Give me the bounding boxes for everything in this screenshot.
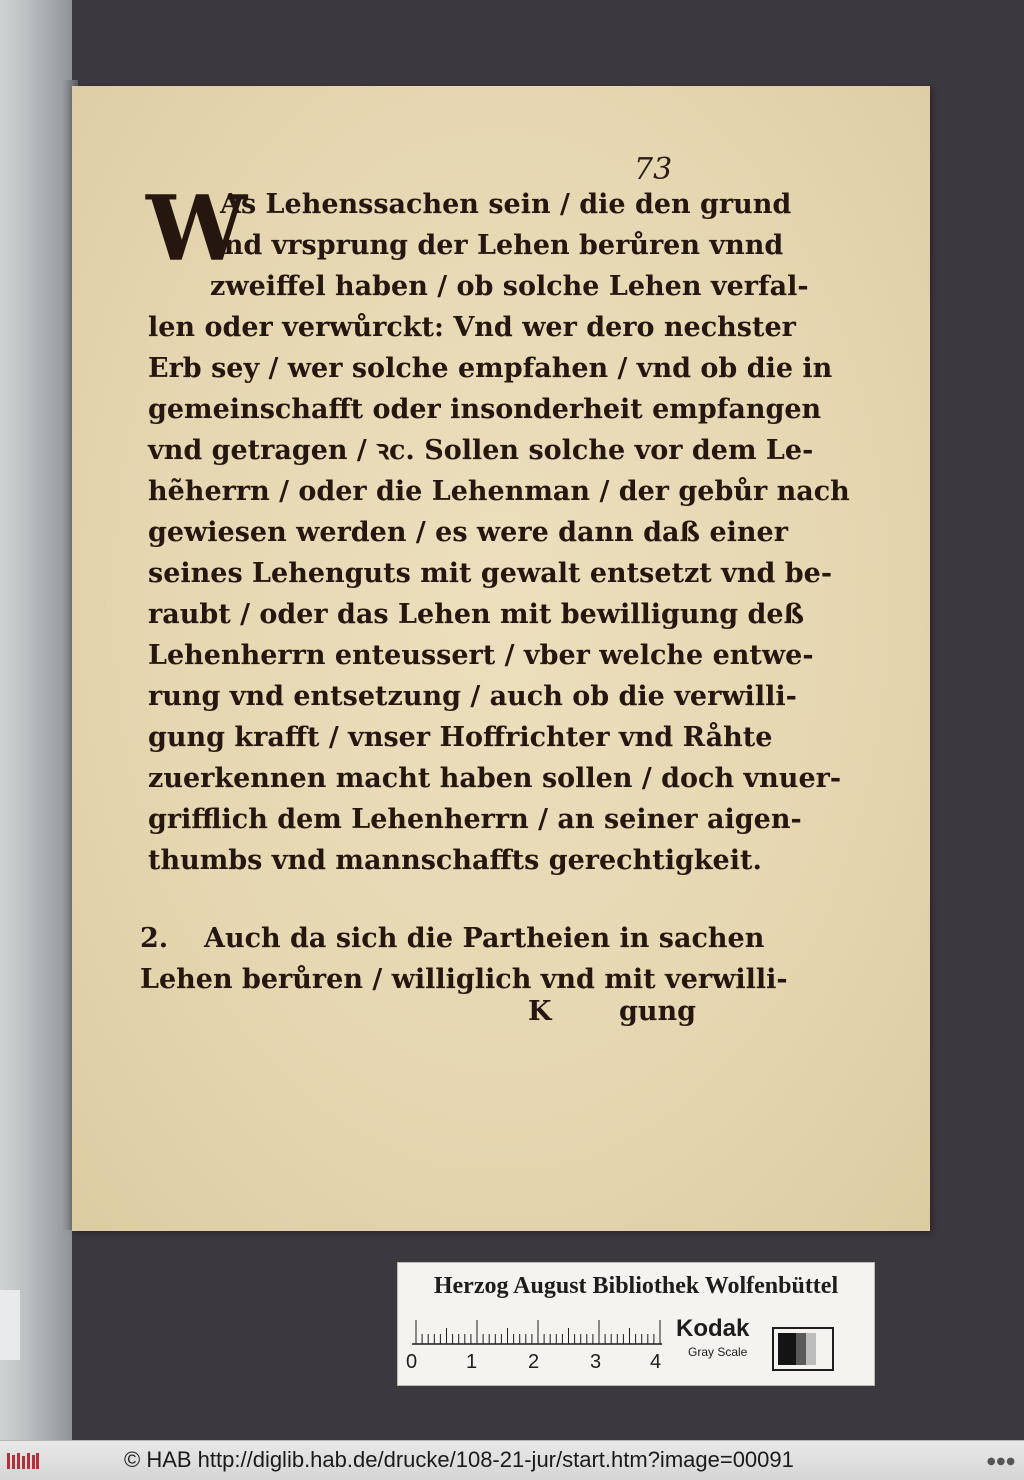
ruler-numbers [406,1351,666,1375]
library-name: Herzog August Bibliothek Wolfenbüttel [433,1273,839,1299]
ruler-number: 3 [590,1351,602,1373]
text-line: Erb sey / wer solche empfahen / vnd ob die in [148,353,833,384]
dots-icon[interactable]: ●●● [986,1456,1016,1467]
paragraph-number: 2. [140,923,169,954]
catchword: gung [618,996,696,1027]
text-line: gemeinschafft oder insonderheit empfangen [148,394,822,425]
ruler-scale [412,1319,662,1345]
copyright-url[interactable]: © HAB http://diglib.hab.de/drucke/108-21-jur/start.htm?image=00091 [124,1447,794,1472]
text-line: seines Lehenguts mit gewalt entsetzt vnd be- [148,558,833,589]
text-line: raubt / oder das Lehen mit bewilligung deß [148,599,805,630]
ruler-number: 0 [406,1351,418,1373]
text-line: hẽherrn / oder die Lehenman / der gebůr nach [148,476,850,507]
text-line: zweiffel haben / ob solche Lehen verfal- [210,271,809,302]
text-line: Lehenherrn enteussert / vber welche entwe- [148,640,814,671]
text-line: len oder verwůrckt: Vnd wer dero nechster [148,312,796,343]
text-line: vnd vrsprung der Lehen berůren vnnd [208,230,784,261]
swatch-light-gray [806,1333,816,1365]
drop-cap: W [146,176,248,282]
signature-mark: K [528,996,552,1027]
library-color-card [397,1262,875,1386]
text-line: gewiesen werden / es were dann daß einer [148,517,788,548]
text-line: grifflich dem Lehenherrn / an seiner aigen- [148,804,802,835]
paragraph-2 [140,918,788,1000]
text-line: zuerkennen macht haben sollen / doch vnuer- [148,763,842,794]
page-footer-marks [140,996,710,1036]
viewer-footer [0,1440,1024,1480]
left-edge-tag [0,1290,20,1360]
text-line: gung krafft / vnser Hoffrichter vnd Råhte [148,722,773,753]
ruler-number: 4 [650,1351,662,1373]
text-line: rung vnd entsetzung / auch ob die verwilli- [148,681,797,712]
paragraph-1 [146,176,850,881]
ruler-number: 2 [528,1351,540,1373]
ruler-number: 1 [466,1351,478,1373]
text-line [140,918,765,959]
gray-scale-label: Gray Scale [688,1345,748,1359]
text-line: As Lehenssachen sein / die den grund [220,189,792,220]
text-line-content: Auch da sich die Partheien in sachen [204,923,765,954]
kodak-logo: Kodak [676,1315,750,1342]
hab-logo-icon [6,1450,40,1472]
text-line: vnd getragen / ꝛc. Sollen solche vor dem Le- [148,435,814,466]
swatch-black [778,1333,796,1365]
page-number: 73 [634,152,673,187]
swatch-mid-gray [796,1333,806,1365]
gray-scale-swatch [772,1327,834,1371]
text-line: thumbs vnd mannschaffts gerechtigkeit. [148,845,762,876]
text-line: Lehen berůren / williglich vnd mit verwilli- [140,964,788,995]
